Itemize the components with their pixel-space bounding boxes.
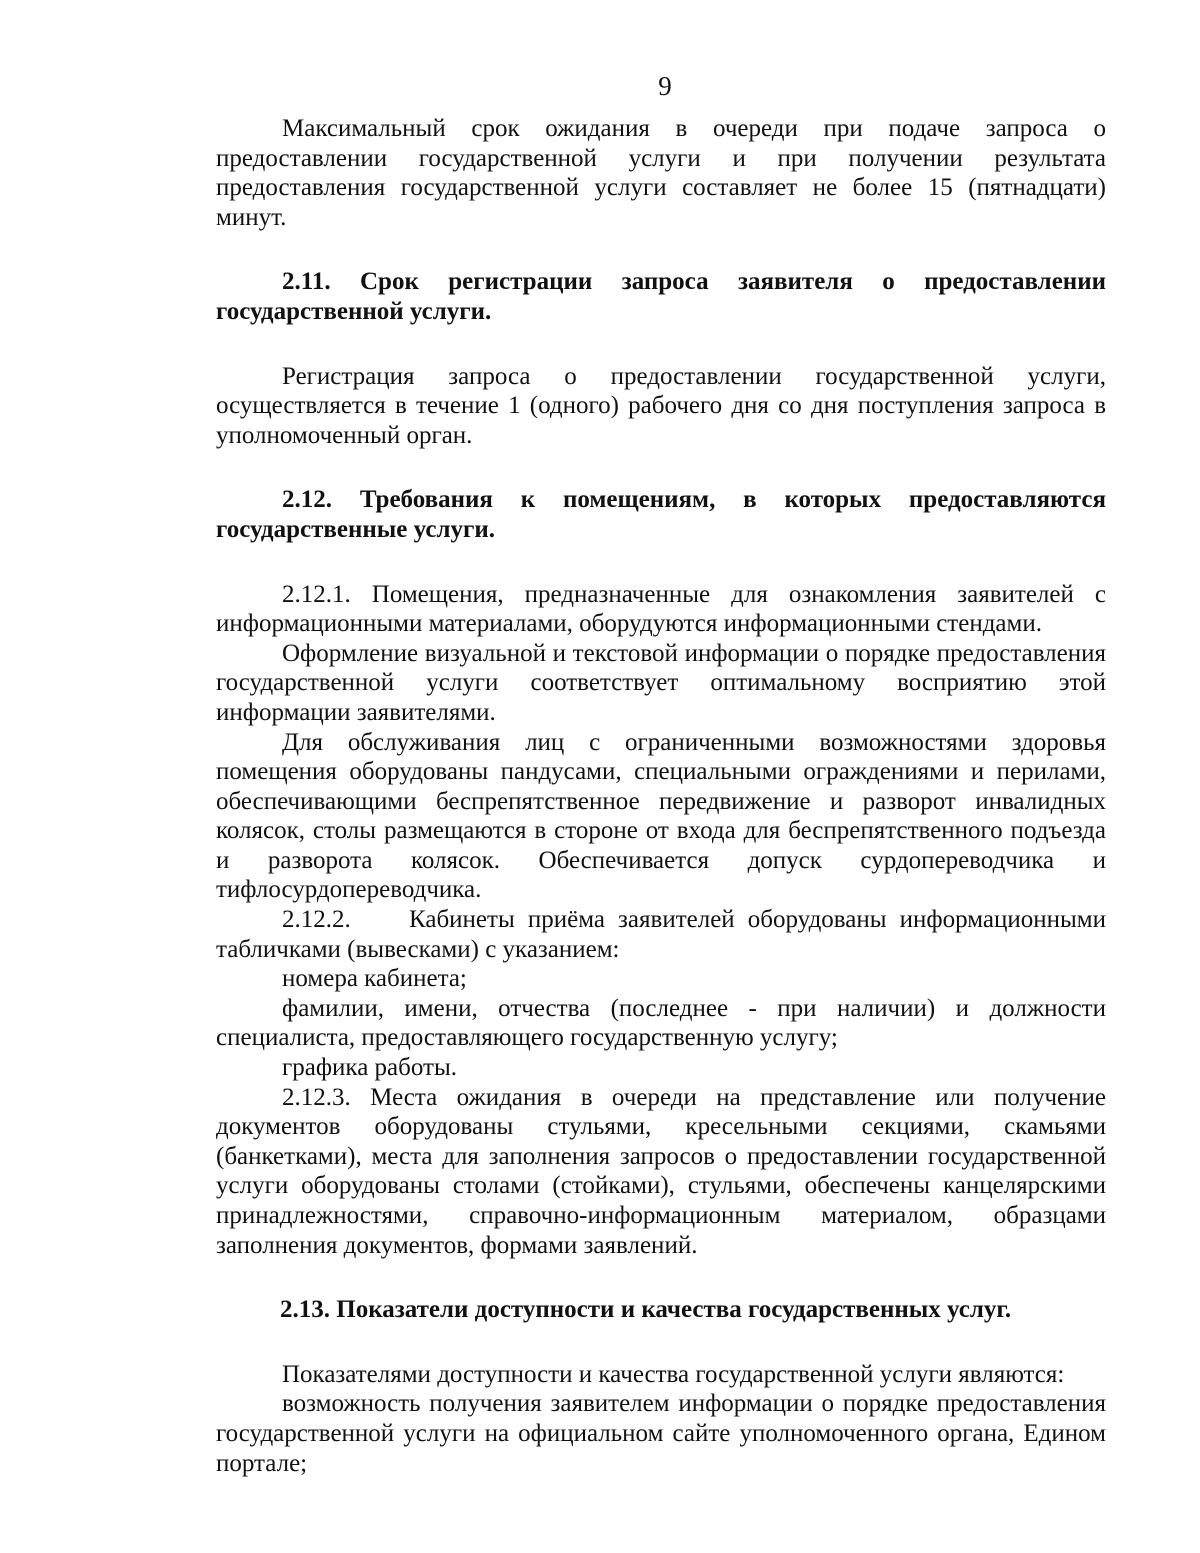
paragraph-disabled-access: Для обслуживания лиц с ограниченными возможностями здоровья помещения оборудованы пандусами, специальными ограждениями и перилами, обеспечивающими беспрепятственное передвижение и разворот инвалидных колясок, столы размещаются в стороне от входа для беспрепятственного подъезда и разворота колясок. Обеспечивается допуск сурдопереводчика и тифлосурдопереводчика.	[216, 728, 1106, 904]
heading-2-12: 2.12. Требования к помещениям, в которых предоставляются государственные услуги.	[216, 486, 1106, 543]
paragraph-registration: Регистрация запроса о предоставлении государственной услуги, осуществляется в течение 1 (одного) рабочего дня со дня поступления запроса в уполномоченный орган.	[216, 362, 1106, 449]
paragraph-waiting-time: Максимальный срок ожидания в очереди при подаче запроса о предоставлении государственной услуги и при получении результата предоставления государственной услуги составляет не более 15 (пятнадцати) минут.	[216, 115, 1106, 231]
paragraph-specialist-name: фамилии, имени, отчества (последнее - при наличии) и должности специалиста, предоставляющего государственную услугу;	[216, 994, 1106, 1052]
document-body	[216, 114, 1106, 1478]
heading-2-11: 2.11. Срок регистрации запроса заявителя о предоставлении государственной услуги.	[216, 268, 1106, 325]
item-number-2-12-2: 2.12.2.	[282, 906, 351, 934]
paragraph-info-possibility: возможность получения заявителем информации о порядке предоставления государственной услуги на официальном сайте уполномоченного органа, Едином портале;	[216, 1390, 1106, 1477]
item-text-2-12-2: Кабинеты приёма заявителей оборудованы информационными табличками (вывесками) с указанием:	[216, 906, 1106, 963]
heading-2-13: 2.13. Показатели доступности и качества государственных услуг.	[280, 1296, 1012, 1324]
paragraph-2-12-3: 2.12.3. Места ожидания в очереди на представление или получение документов оборудованы стульями, кресельными секциями, скамьями (банкетками), места для заполнения запросов о предоставлении государственной услуги оборудованы столами (стойками), стульями, обеспечены канцелярскими принадлежностями, справочно-информационным материалом, образцами заполнения документов, формами заявлений.	[216, 1083, 1106, 1259]
paragraph-design: Оформление визуальной и текстовой информации о порядке предоставления государственной услуги соответствует оптимальному восприятию этой информации заявителями.	[216, 639, 1106, 726]
paragraph-indicators: Показателями доступности и качества государственной услуги являются:	[282, 1360, 1065, 1388]
paragraph-2-12-2	[216, 905, 1106, 964]
paragraph-schedule: графика работы.	[282, 1054, 457, 1082]
page-number: 9	[658, 71, 672, 101]
paragraph-room-number: номера кабинета;	[282, 965, 467, 993]
paragraph-2-12-1: 2.12.1. Помещения, предназначенные для ознакомления заявителей с информационными материалами, оборудуются информационными стендами.	[216, 580, 1106, 638]
